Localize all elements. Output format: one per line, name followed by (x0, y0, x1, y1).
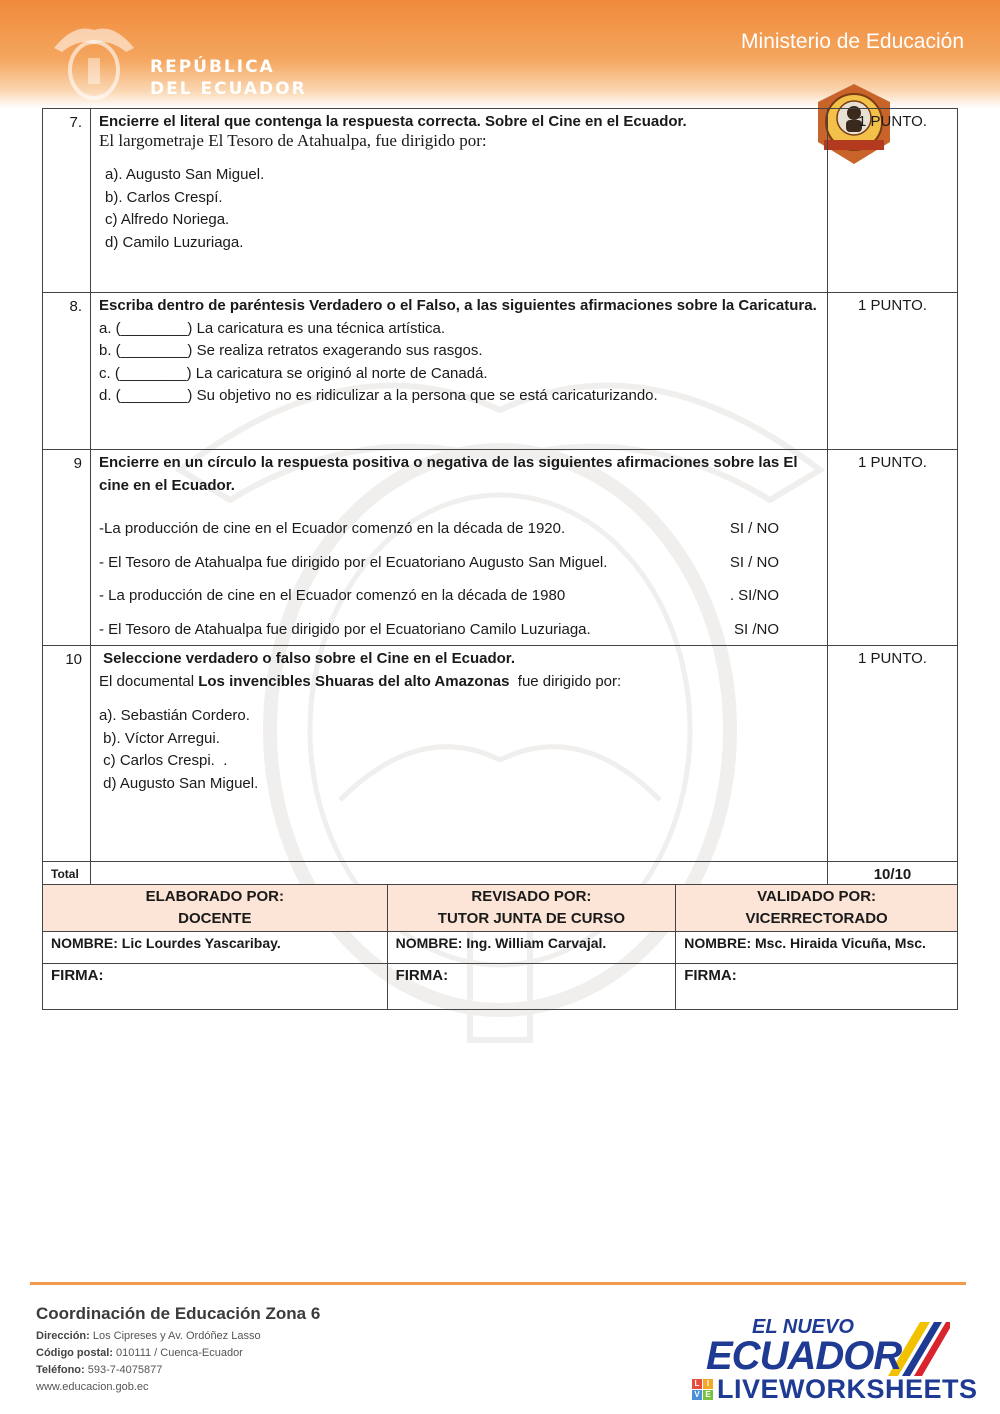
firma-docente[interactable]: FIRMA: (43, 964, 388, 1010)
question-subtitle: El largometraje El Tesoro de Atahualpa, fue dirigido por: (99, 130, 487, 150)
question-subtitle: El documental Los invencibles Shuaras del alto Amazonas fue dirigido por: (99, 672, 622, 690)
question-body (91, 293, 828, 450)
liveworksheets-logo[interactable] (692, 1374, 978, 1405)
question-body (91, 109, 828, 293)
si-no-choice[interactable]: SI /NO (733, 620, 779, 638)
options-list (99, 164, 821, 254)
option-b[interactable]: b). Carlos Crespí. (105, 188, 223, 206)
signature-table (42, 884, 958, 1010)
footer-contact: Dirección: Los Cipreses y Av. Ordóñez Lasso Código postal: 010111 / Cuenca-Ecuador Teléfono: 593-7-4075877 www.educacion.gob.ec (36, 1328, 261, 1396)
option-d[interactable]: d) Augusto San Miguel. (99, 774, 259, 792)
si-no-choice[interactable]: SI / NO (729, 520, 779, 537)
statement-d[interactable]: d. (________) Su objetivo no es ridiculizar a la persona que se está caricaturizando. (99, 387, 658, 404)
docente-name: NOMBRE: Lic Lourdes Yascaribay. (43, 932, 388, 964)
question-points: 1 PUNTO. (828, 450, 958, 646)
option-a[interactable]: a). Augusto San Miguel. (105, 166, 265, 183)
statement-text: -La producción de cine en el Ecuador comenzó en la década de 1920. (99, 520, 566, 537)
question-title: Encierre en un círculo la respuesta positiva o negativa de las siguientes afirmaciones sobre las El cine en el Ecuador. (99, 454, 798, 494)
question-number: 9 (43, 450, 91, 646)
options-list (99, 705, 821, 795)
quiz-table (42, 108, 958, 888)
liveworksheets-text: LIVEWORKSHEETS (717, 1374, 978, 1404)
question-title: Seleccione verdadero o falso sobre el Cine en el Ecuador. (99, 650, 515, 667)
total-label: Total (43, 862, 91, 888)
question-row (43, 450, 958, 646)
question-number: 10 (43, 646, 91, 862)
option-c[interactable]: c) Alfredo Noriega. (105, 211, 230, 228)
coat-of-arms-icon (44, 18, 144, 104)
total-score: 10/10 (828, 862, 958, 888)
question-row (43, 109, 958, 293)
question-title: Escriba dentro de paréntesis Verdadero o el Falso, a las siguientes afirmaciones sobre la Caricatura. (99, 297, 817, 314)
statement-row (99, 552, 779, 575)
option-b[interactable]: b). Víctor Arregui. (99, 729, 220, 747)
liveworksheets-tag-icon: L I V E (692, 1379, 713, 1400)
question-title: Encierre el literal que contenga la respuesta correcta. Sobre el Cine en el Ecuador. (99, 113, 687, 130)
ministry-label: Ministerio de Educación (741, 30, 964, 53)
statement-text: - La producción de cine en el Ecuador comenzó en la década de 1980 (99, 587, 566, 604)
statement-c[interactable]: c. (________) La caricatura se originó al norte de Canadá. (99, 364, 488, 382)
si-no-choice[interactable]: SI / NO (729, 553, 779, 571)
footer-divider (30, 1282, 966, 1285)
statement-row (99, 518, 779, 541)
brand-top-text: EL NUEVO (752, 1316, 854, 1338)
option-a[interactable]: a). Sebastián Cordero. (99, 707, 250, 724)
statement-text: - El Tesoro de Atahualpa fue dirigido por el Ecuatoriano Camilo Luzuriaga. (99, 620, 591, 638)
signature-name-row (43, 932, 958, 964)
firma-tutor[interactable]: FIRMA: (387, 964, 676, 1010)
firma-vicerrector[interactable]: FIRMA: (676, 964, 958, 1010)
revisado-header: REVISADO POR: TUTOR JUNTA DE CURSO (387, 885, 676, 932)
option-d[interactable]: d) Camilo Luzuriaga. (105, 233, 244, 251)
footer-website[interactable]: www.educacion.gob.ec (36, 1381, 149, 1393)
question-number: 7. (43, 109, 91, 293)
tutor-name: NOMBRE: Ing. William Carvajal. (387, 932, 676, 964)
question-points: 1 PUNTO. (828, 109, 958, 293)
statement-a[interactable]: a. (________) La caricatura es una técnica artística. (99, 319, 446, 337)
vicerrector-name: NOMBRE: Msc. Hiraida Vicuña, Msc. (676, 932, 958, 964)
signature-firma-row (43, 964, 958, 1010)
question-number: 8. (43, 293, 91, 450)
signature-header-row (43, 885, 958, 932)
republic-label: REPÚBLICA DEL ECUADOR (150, 57, 307, 99)
elaborado-header: ELABORADO POR: DOCENTE (43, 885, 388, 932)
statement-b[interactable]: b. (________) Se realiza retratos exagerando sus rasgos. (99, 342, 483, 359)
question-points: 1 PUNTO. (828, 293, 958, 450)
option-c[interactable]: c) Carlos Crespi. . (99, 752, 228, 769)
statement-text: - El Tesoro de Atahualpa fue dirigido por el Ecuatoriano Augusto San Miguel. (99, 553, 608, 571)
question-points: 1 PUNTO. (828, 646, 958, 862)
validado-header: VALIDADO POR: VICERRECTORADO (676, 885, 958, 932)
question-body (91, 646, 828, 862)
si-no-choice[interactable]: . SI/NO (729, 587, 779, 604)
brand-main-text: ECUADOR (706, 1334, 902, 1378)
statement-row (99, 585, 779, 608)
question-row (43, 646, 958, 862)
question-row (43, 293, 958, 450)
footer-title: Coordinación de Educación Zona 6 (36, 1304, 321, 1323)
statement-row (99, 619, 779, 642)
question-body (91, 450, 828, 646)
